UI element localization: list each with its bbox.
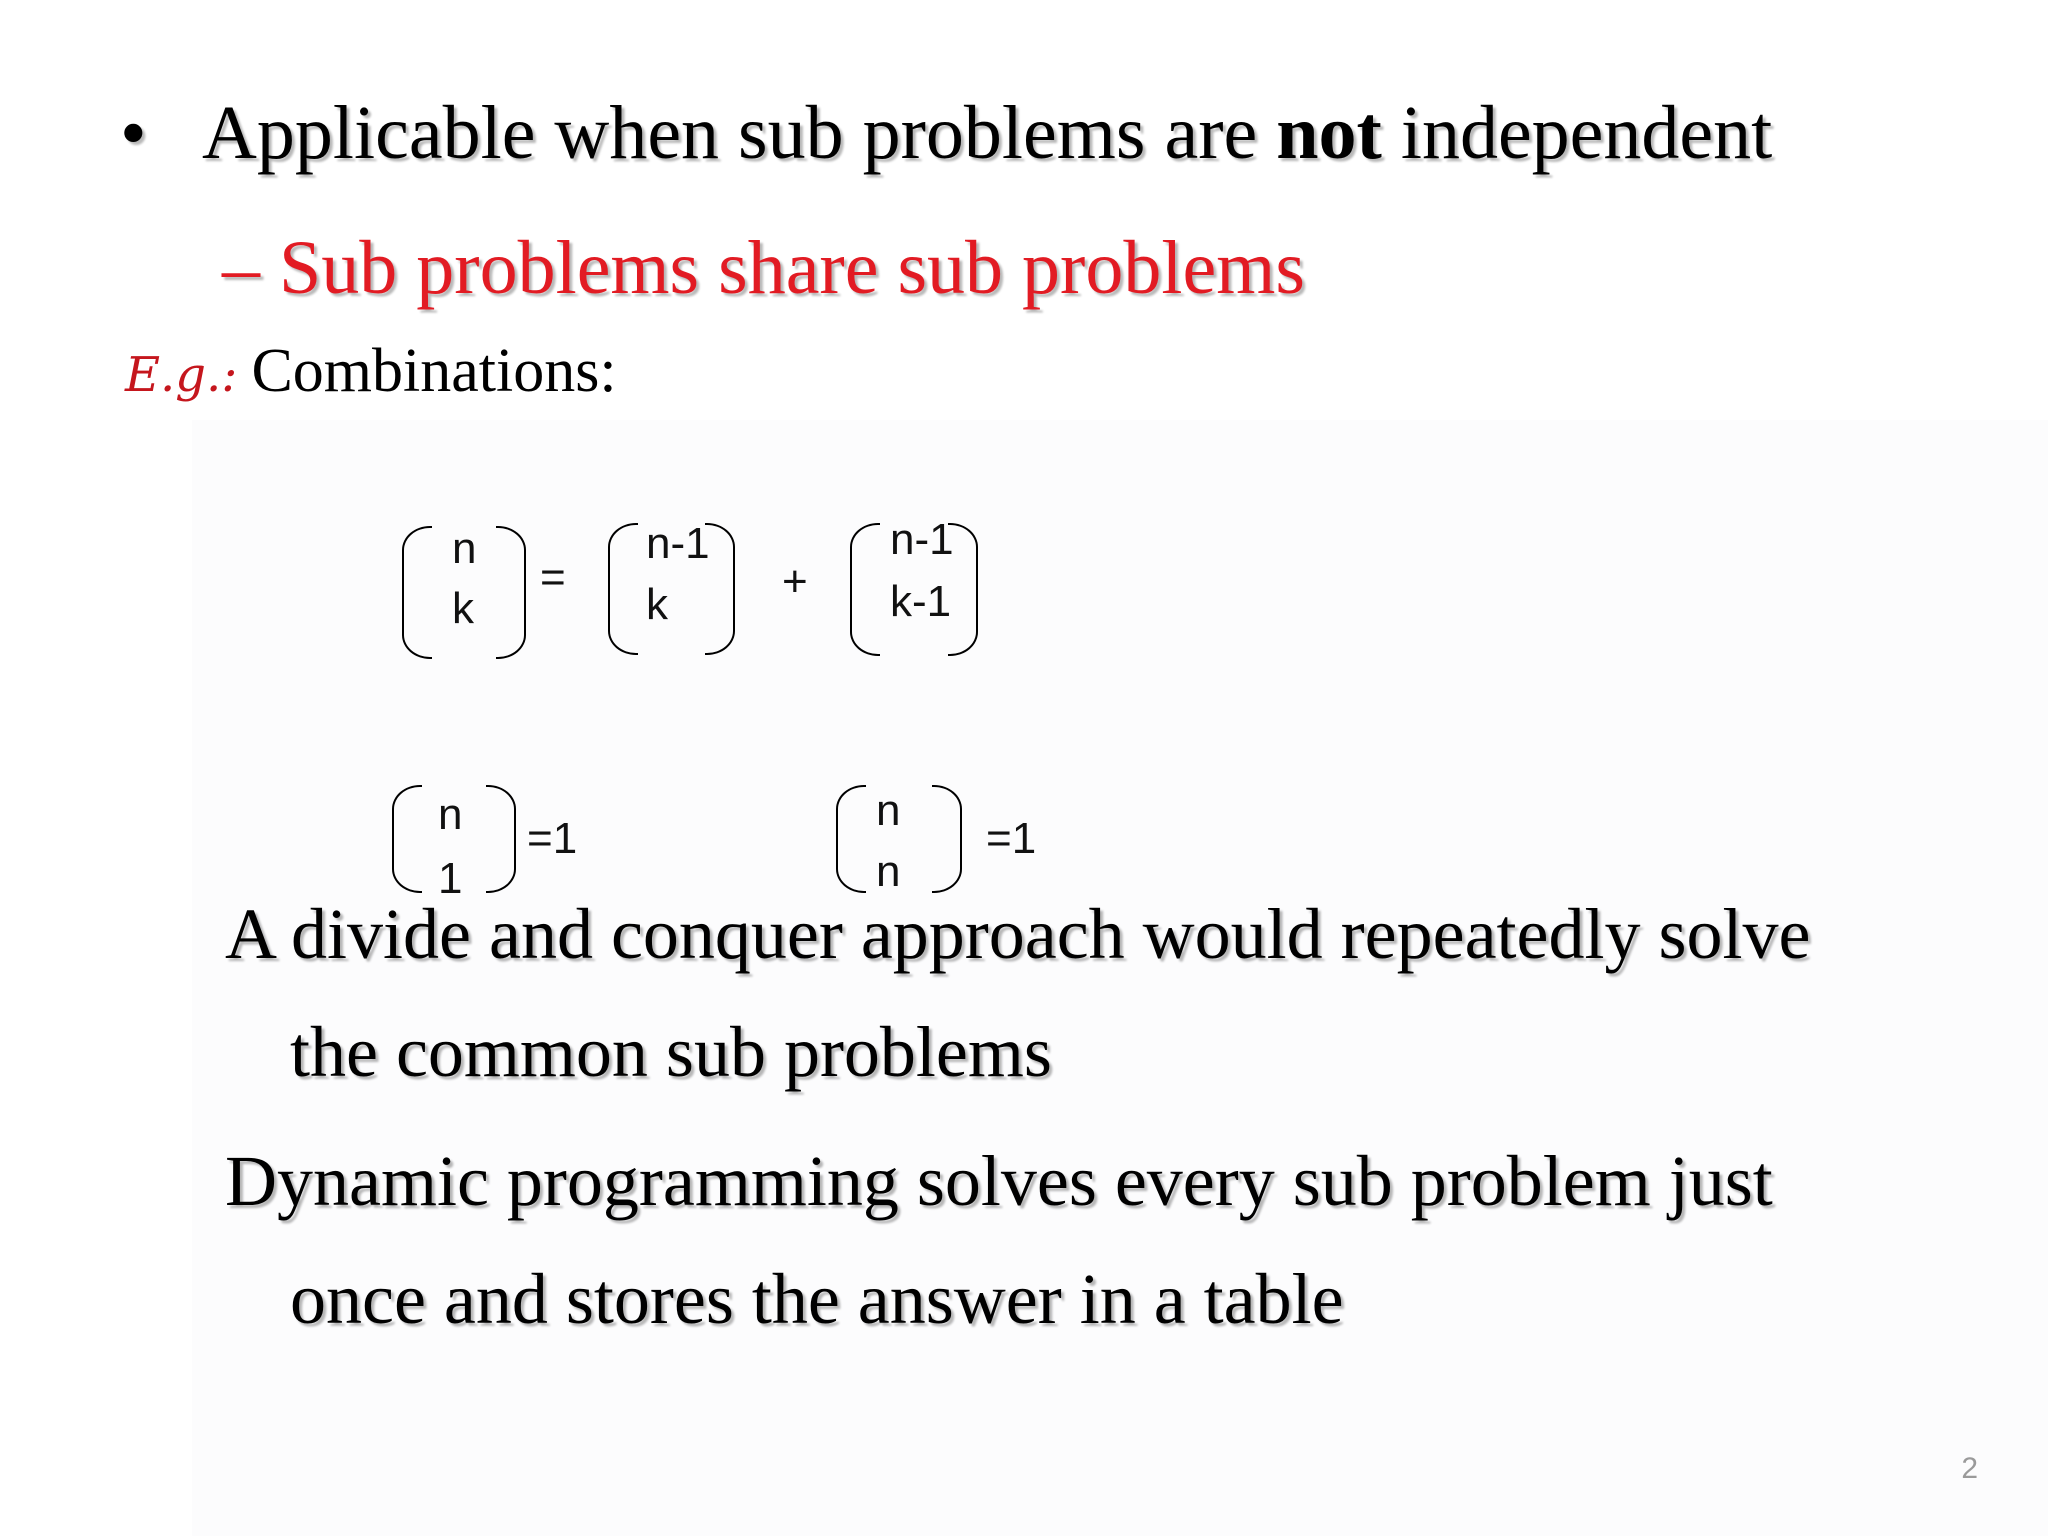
bullet-bold-word: not xyxy=(1276,91,1382,175)
right-paren xyxy=(496,526,526,659)
paragraph-line: Dynamic programming solves every sub problem just xyxy=(225,1141,1773,1221)
dynamic-programming-paragraph xyxy=(225,1122,1875,1358)
bullet-text-after: independent xyxy=(1381,91,1773,175)
example-line xyxy=(125,337,617,405)
example-prefix: E.g.: xyxy=(125,347,238,403)
left-paren xyxy=(402,526,432,659)
paragraph-line: the common sub problems xyxy=(290,1012,1052,1092)
left-paren xyxy=(850,523,880,656)
example-label: Combinations: xyxy=(251,337,617,405)
base1-top: n xyxy=(438,790,463,839)
paragraph-line: once and stores the answer in a table xyxy=(290,1259,1344,1339)
formula-lhs-top: n xyxy=(452,524,477,573)
base2-value: =1 xyxy=(986,814,1037,863)
left-paren xyxy=(608,523,638,655)
formula-term1-top: n-1 xyxy=(646,519,710,568)
bullet-text-before: Applicable when sub problems are xyxy=(202,91,1277,175)
formula-equals: = xyxy=(540,553,566,602)
formula-term2-bottom: k-1 xyxy=(890,577,952,626)
page-number: 2 xyxy=(1961,1452,1978,1485)
right-paren xyxy=(948,523,978,656)
main-bullet xyxy=(120,91,1773,175)
right-paren xyxy=(705,523,735,655)
base1-value: =1 xyxy=(527,814,578,863)
sub-bullet: – Sub problems share sub problems xyxy=(222,226,1305,310)
base2-top: n xyxy=(876,786,901,835)
formula-term2-top: n-1 xyxy=(890,515,954,564)
divide-conquer-paragraph xyxy=(225,875,1875,1111)
formula-lhs-bottom: k xyxy=(452,584,474,633)
bullet-marker: • xyxy=(120,91,147,175)
base2-bottom: n xyxy=(876,847,901,896)
formula-term1-bottom: k xyxy=(646,580,668,629)
formula-plus: + xyxy=(782,557,808,606)
paragraph-line: A divide and conquer approach would repeatedly solve xyxy=(225,894,1811,974)
base1-bottom: 1 xyxy=(438,854,463,903)
